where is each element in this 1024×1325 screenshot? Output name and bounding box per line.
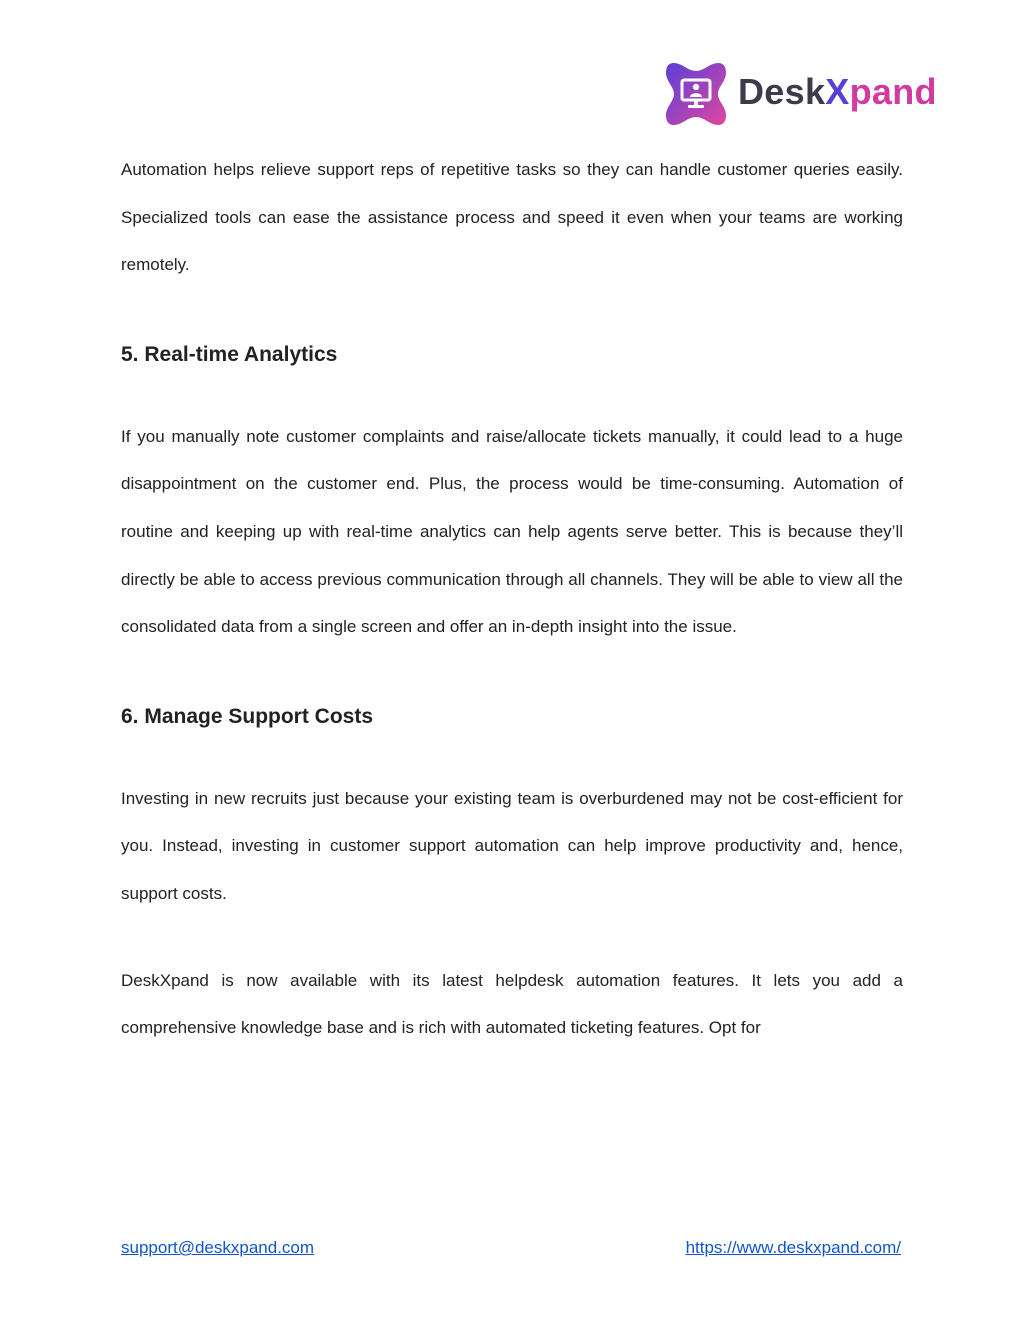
support-email-link[interactable]: support@deskxpand.com bbox=[121, 1238, 315, 1257]
section-6-heading: 6. Manage Support Costs bbox=[121, 704, 374, 728]
section-6-paragraph-1: Investing in new recruits just because your existing team is overburdened may not be cost-efficient for you. Instead, investing in customer support automation can help improve productivity and, hence, support costs. bbox=[121, 788, 903, 903]
section-5-paragraph: If you manually note customer complaints and raise/allocate tickets manually, it could lead to a huge disappointment on the customer end. Plus, the process would be time-consuming. Automation of routine and keeping up with real-time analytics can help agents serve better. This is because they’ll directly be able to access previous communication through all channels. They will be able to view all the consolidated data from a single screen and offer an in-depth insight into the issue. bbox=[121, 426, 903, 637]
page-footer bbox=[121, 1238, 901, 1258]
document-body bbox=[121, 146, 903, 1052]
monitor-person-icon bbox=[664, 61, 728, 127]
logo-text-desk: Desk bbox=[738, 71, 826, 112]
section-5-heading: 5. Real-time Analytics bbox=[121, 342, 338, 366]
website-link[interactable]: https://www.deskxpand.com/ bbox=[685, 1238, 901, 1257]
brand-logo bbox=[664, 60, 937, 128]
intro-paragraph: Automation helps relieve support reps of repetitive tasks so they can handle customer queries easily. Specialized tools can ease the assistance process and speed it even when your teams are working remotely. bbox=[121, 160, 903, 275]
logo-text-pand: pand bbox=[849, 71, 937, 112]
logo-wordmark bbox=[738, 71, 937, 112]
section-6-paragraph-2: DeskXpand is now available with its latest helpdesk automation features. It lets you add a comprehensive knowledge base and is rich with automated ticketing features. Opt for bbox=[121, 970, 903, 1038]
logo-text-x: X bbox=[825, 71, 850, 112]
